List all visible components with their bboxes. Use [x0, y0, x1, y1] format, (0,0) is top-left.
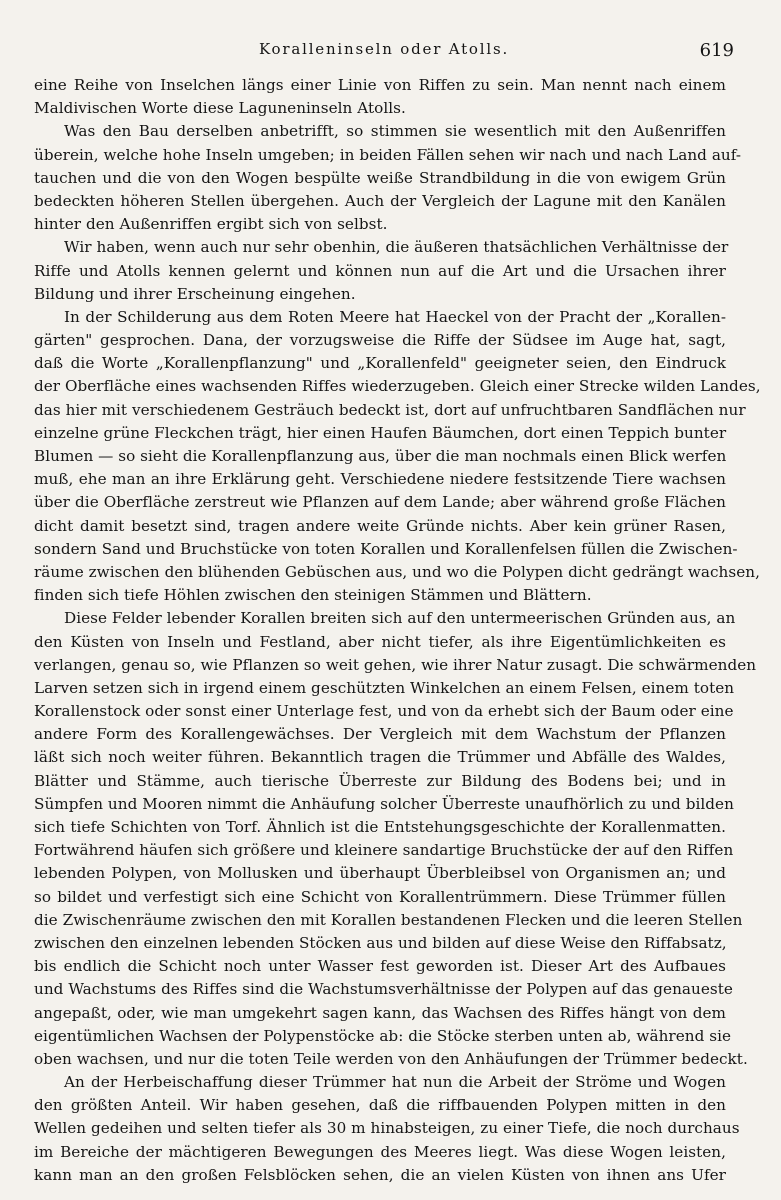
paragraph	[34, 120, 742, 236]
paragraph	[34, 1071, 740, 1187]
paragraph	[34, 74, 726, 120]
text-line: zwischen den einzelnen lebenden Stöcken aus und bilden auf diese Weise den Riffabsatz,	[34, 933, 727, 952]
text-line: Larven setzen sich in irgend einem geschützten Winkelchen an einem Felsen, einem toten	[34, 678, 735, 697]
paragraph	[34, 306, 761, 607]
text-line: angepaßt, oder, wie man umgekehrt sagen kann, das Wachsen des Riffes hängt von dem	[34, 1003, 726, 1022]
text-line: bedeckten höheren Stellen übergehen. Auch der Vergleich der Lagune mit den Kanälen	[34, 191, 726, 210]
text-line: hinter den Außenriffen ergibt sich von selbst.	[34, 215, 388, 234]
text-line: kann man an den großen Felsblöcken sehen, die an vielen Küsten von ihnen ans Ufer	[34, 1165, 726, 1184]
text-line: andere Form des Korallengewächses. Der Vergleich mit dem Wachstum der Pflanzen	[34, 725, 726, 744]
text-line: daß die Worte „Korallenpflanzung" und „Korallenfeld" geeigneter seien, den Eindruck	[34, 354, 726, 373]
text-line: eine Reihe von Inselchen längs einer Linie von Riffen zu sein. Man nennt nach einem	[34, 76, 726, 94]
text-line: die Zwischenräume zwischen den mit Korallen bestandenen Flecken und die leeren Stellen	[34, 910, 743, 929]
text-line: der Oberfläche eines wachsenden Riffes wiederzugeben. Gleich einer Strecke wilden Landes,	[34, 377, 761, 396]
text-line: finden sich tiefe Höhlen zwischen den steinigen Stämmen und Blättern.	[34, 586, 592, 605]
text-line: Blätter und Stämme, auch tierische Überreste zur Bildung des Bodens bei; und in	[34, 771, 726, 790]
text-line: im Bereiche der mächtigeren Bewegungen des Meeres liegt. Was diese Wogen leisten,	[34, 1142, 726, 1161]
text-line: Blumen — so sieht die Korallenpflanzung aus, über die man nochmals einen Blick werfen	[34, 447, 727, 465]
text-line: Fortwährend häufen sich größere und kleinere sandartige Bruchstücke der auf den Riffen	[34, 841, 734, 860]
text-line: das hier mit verschiedenem Gesträuch bedeckt ist, dort auf unfruchtbaren Sandflächen nur	[34, 400, 746, 419]
text-line: überein, welche hohe Inseln umgeben; in beiden Fällen sehen wir nach und nach Land auf-	[34, 145, 742, 164]
text-line: Bildung und ihrer Erscheinung eingehen.	[34, 284, 356, 303]
text-line: den Küsten von Inseln und Festland, aber nicht tiefer, als ihre Eigentümlichkeiten es	[34, 632, 726, 651]
page-header	[34, 34, 734, 70]
text-line: tauchen und die von den Wogen bespülte weiße Strandbildung in die von ewigem Grün	[34, 168, 726, 187]
text-line: sondern Sand und Bruchstücke von toten Korallen und Korallenfelsen füllen die Zwischen-	[34, 539, 738, 558]
text-line: läßt sich noch weiter führen. Bekanntlich tragen die Trümmer und Abfälle des Waldes,	[34, 748, 726, 767]
text-line: bis endlich die Schicht noch unter Wasser fest geworden ist. Dieser Art des Aufbaues	[34, 957, 726, 976]
text-line: einzelne grüne Fleckchen trägt, hier einen Haufen Bäumchen, dort einen Teppich bunter	[34, 423, 727, 442]
text-line: dicht damit besetzt sind, tragen andere weite Gründe nichts. Aber kein grüner Rasen,	[34, 516, 726, 535]
text-line: gärten" gesprochen. Dana, der vorzugsweise die Riffe der Südsee im Auge hat, sagt,	[34, 331, 726, 350]
text-line: über die Oberfläche zerstreut wie Pflanzen auf dem Lande; aber während große Flächen	[34, 493, 726, 512]
text-line: räume zwischen den blühenden Gebüschen aus, und wo die Polypen dicht gedrängt wachsen,	[34, 562, 760, 581]
text-line: so bildet und verfestigt sich eine Schicht von Korallentrümmern. Diese Trümmer füllen	[34, 887, 726, 906]
text-line: Riffe und Atolls kennen gelernt und können nun auf die Art und die Ursachen ihrer	[34, 261, 726, 280]
text-line: oben wachsen, und nur die toten Teile werden von den Anhäufungen der Trümmer bedeckt.	[34, 1049, 748, 1068]
page-number: 619	[699, 40, 734, 61]
text-line: lebenden Polypen, von Mollusken und überhaupt Überbleibsel von Organismen an; und	[34, 864, 726, 883]
paragraph	[34, 236, 729, 306]
text-line: eigentümlichen Wachsen der Polypenstöcke ab: die Stöcke sterben unten ab, während sie	[34, 1026, 732, 1045]
text-line: muß, ehe man an ihre Erklärung geht. Verschiedene niedere festsitzende Tiere wachsen	[34, 470, 726, 489]
body-text	[34, 74, 761, 1187]
text-line: Korallenstock oder sonst einer Unterlage fest, und von da erhebt sich der Baum oder eine	[34, 702, 734, 721]
paragraph	[34, 607, 757, 1071]
text-line: und Wachstums des Riffes sind die Wachstumsverhältnisse der Polypen auf das genaueste	[34, 980, 733, 999]
running-title: Koralleninseln oder Atolls.	[258, 40, 510, 58]
text-line: den größten Anteil. Wir haben gesehen, daß die riffbauenden Polypen mitten in den	[34, 1096, 726, 1115]
text-line: verlangen, genau so, wie Pflanzen so weit gehen, wie ihrer Natur zusagt. Die schwärmenden	[34, 655, 757, 674]
text-line: An der Herbeischaffung dieser Trümmer hat nun die Arbeit der Ströme und Wogen	[64, 1073, 726, 1092]
text-line: Diese Felder lebender Korallen breiten sich auf den untermeerischen Gründen aus, an	[64, 609, 736, 628]
text-line: Wellen gedeihen und selten tiefer als 30 m hinabsteigen, zu einer Tiefe, die noch durchaus	[34, 1119, 740, 1138]
text-line: In der Schilderung aus dem Roten Meere hat Haeckel von der Pracht der „Korallen-	[64, 307, 726, 326]
text-line: Maldivischen Worte diese Laguneninseln Atolls.	[34, 99, 406, 118]
text-line: Sümpfen und Mooren nimmt die Anhäufung solcher Überreste unaufhörlich zu und bilden	[34, 794, 734, 813]
text-line: Was den Bau derselben anbetrifft, so stimmen sie wesentlich mit den Außenriffen	[64, 122, 726, 141]
text-line: sich tiefe Schichten von Torf. Ähnlich ist die Entstehungsgeschichte der Korallenmatten.	[34, 818, 726, 836]
text-line: Wir haben, wenn auch nur sehr obenhin, die äußeren thatsächlichen Verhältnisse der	[64, 238, 729, 257]
